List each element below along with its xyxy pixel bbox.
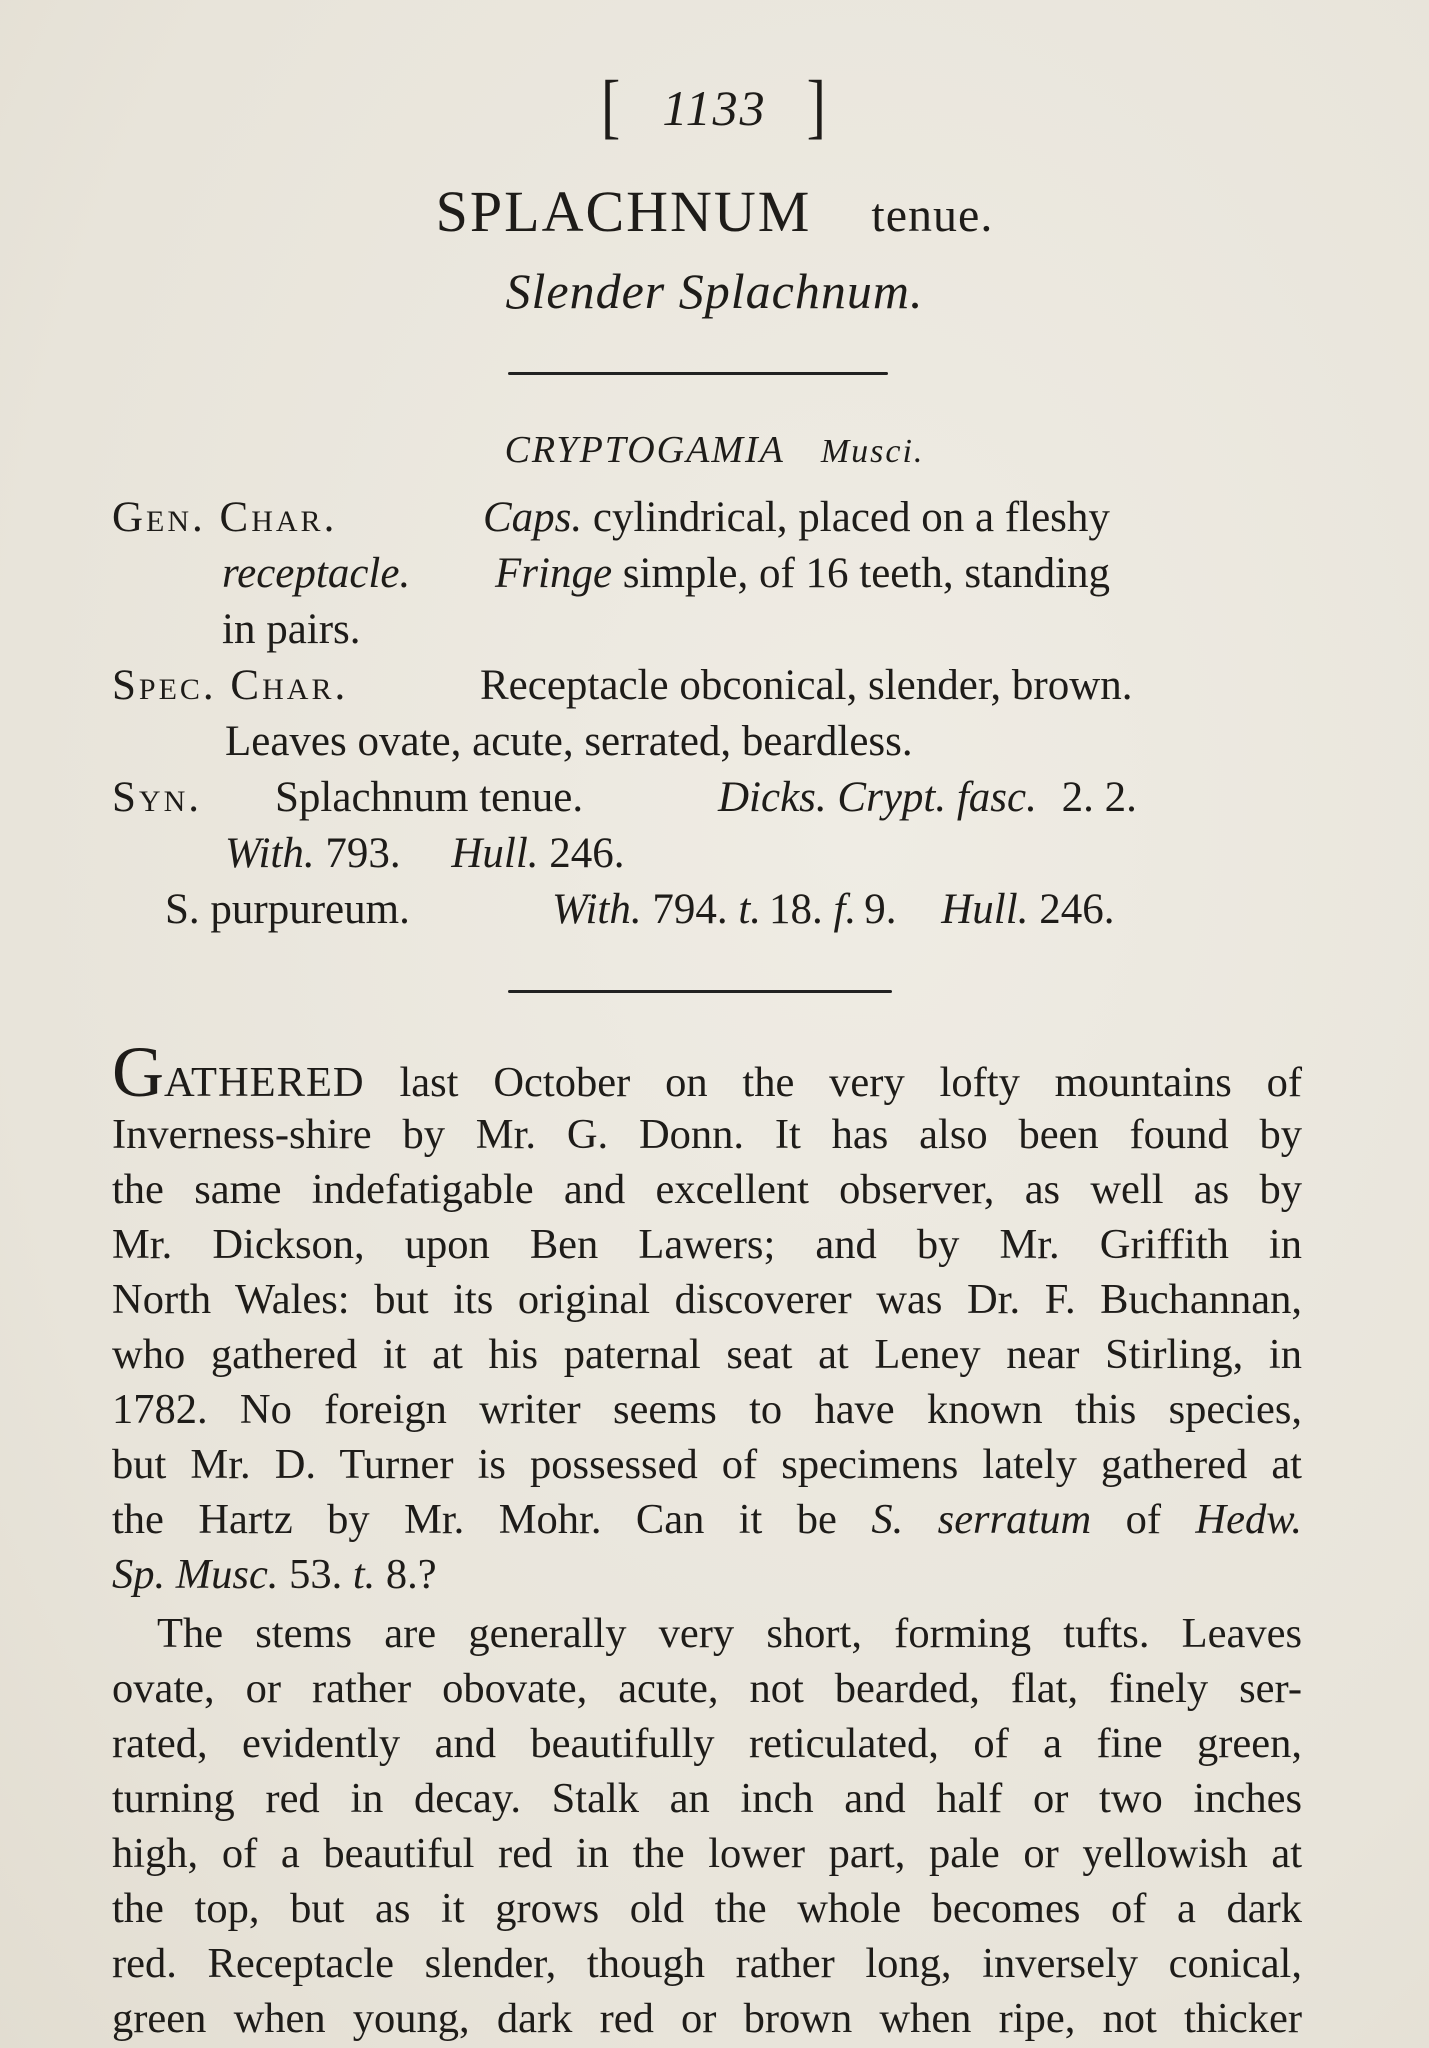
syn-line-1-text (275, 770, 583, 826)
syn3-with: With. (552, 886, 642, 933)
syn-line-3-ref (552, 882, 1114, 938)
line-text: 8.? (385, 1551, 437, 1598)
paragraph-line (112, 1492, 1302, 1547)
paragraph-line: green when young, dark red or brown when ripe, not thicker (112, 1995, 1302, 2042)
paragraph-line: the top, but as it grows old the whole becomes of a dark (112, 1885, 1302, 1932)
paragraph-line: turning red in decay. Stalk an inch and half or two inches (112, 1775, 1302, 1822)
paragraph-line: but Mr. D. Turner is possessed of specimens lately gathered at (112, 1441, 1302, 1488)
syn3-hull-num: 246. (1039, 886, 1115, 933)
gen-char-line-1-text (483, 490, 1110, 546)
syn-name: Splachnum tenue. (275, 774, 584, 821)
gen-char-label: Gen. Char. (112, 494, 338, 541)
gen-char-text-1: cylindrical, placed on a fleshy (592, 494, 1110, 541)
paragraph-line: high, of a beautiful red in the lower part, pale or yellowish at (112, 1830, 1302, 1877)
gen-char-line-3: in pairs. (222, 606, 361, 653)
gen-char-line-1 (112, 490, 337, 546)
description-paragraph-1 (112, 1032, 1303, 1602)
syn-ref-dicks-num: 2. 2. (1061, 774, 1137, 821)
line-text: last October on the very lofty mountains of (399, 1059, 1302, 1106)
paragraph-line: who gathered it at his paternal seat at Leney near Stirling, in (112, 1331, 1302, 1378)
paragraph-line (112, 1547, 1302, 1602)
bracket-close: ] (806, 64, 828, 147)
opening-caps: ATHERED (164, 1059, 365, 1106)
gen-char-text-2: simple, of 16 teeth, standing (622, 550, 1111, 597)
line-text: of (1125, 1496, 1161, 1543)
gen-char-line-2-text (495, 546, 1110, 602)
species-epithet: tenue. (871, 189, 994, 242)
paragraph-line: Inverness-shire by Mr. G. Donn. It has also been found by (112, 1111, 1302, 1158)
spec-char-text-1: Receptacle obconical, slender, brown. (480, 662, 1133, 709)
syn-ref-with: With. (225, 830, 315, 877)
bracket-open: [ (601, 64, 623, 147)
gen-char-fringe: Fringe (495, 550, 613, 597)
work-ref: Sp. Musc. (112, 1551, 279, 1598)
syn3-with-num: 794. (652, 886, 728, 933)
syn-line-2 (225, 826, 625, 882)
paragraph-line: rated, evidently and beautifully reticulated, of a fine green, (112, 1720, 1302, 1767)
author-ref: Hedw. (1195, 1496, 1303, 1543)
character-block (0, 0, 1429, 960)
line-text: t. (352, 1551, 376, 1598)
syn3-f-num: 9. (864, 886, 897, 933)
line-text: the Hartz by Mr. Mohr. Can it be (112, 1496, 837, 1543)
syn3-f: f. (833, 886, 857, 933)
syn-ref-dicks: Dicks. Crypt. fasc. (718, 774, 1037, 821)
paragraph-line: the same indefatigable and excellent observer, as well as by (112, 1166, 1302, 1213)
syn3-hull: Hull. (941, 886, 1029, 933)
paragraph-line: The stems are generally very short, forming tufts. Leaves (157, 1610, 1302, 1657)
syn-line-3 (165, 882, 410, 938)
syn3-t-num: 18. (769, 886, 823, 933)
paragraph-line: ovate, or rather obovate, acute, not bearded, flat, finely ser- (112, 1665, 1302, 1712)
species-ref: S. serratum (871, 1496, 1092, 1543)
spec-char-text-2: Leaves ovate, acute, serrated, beardless. (225, 718, 913, 765)
syn-ref-hull: Hull. (451, 830, 539, 877)
line-text: 53. (289, 1551, 343, 1598)
gen-char-receptacle: receptacle. (222, 550, 411, 597)
genus-name: SPLACHNUM (435, 179, 812, 244)
syn-label: Syn. (112, 774, 202, 821)
syn-ref-with-num: 793. (325, 830, 401, 877)
paragraph-line: North Wales: but its original discoverer was Dr. F. Buchannan, (112, 1276, 1302, 1323)
divider-rule (508, 990, 892, 993)
drop-cap: G (112, 1032, 164, 1112)
page-number-value: 1133 (662, 80, 767, 136)
paragraph-line (112, 1032, 1302, 1112)
syn-purpureum: S. purpureum. (165, 886, 410, 933)
description-paragraph-2 (112, 1606, 1302, 2046)
ordo-name: Musci. (820, 433, 925, 470)
spec-char-label: Spec. Char. (112, 662, 349, 709)
syn-line-1 (112, 770, 202, 826)
common-name: Slender Splachnum. (505, 263, 924, 319)
syn-ref-hull-num: 246. (549, 830, 625, 877)
paragraph-line: Mr. Dickson, upon Ben Lawers; and by Mr. Griffith in (112, 1221, 1302, 1268)
spec-char-line-1 (112, 658, 348, 714)
paragraph-line: red. Receptacle slender, though rather long, inversely conical, (112, 1940, 1302, 1987)
syn3-t: t. (738, 886, 762, 933)
gen-char-caps: Caps. (483, 494, 583, 541)
classis-name: CRYPTOGAMIA (504, 429, 785, 471)
syn-line-1-ref (718, 770, 1137, 826)
gen-char-line-2 (222, 546, 410, 602)
paragraph-line: 1782. No foreign writer seems to have known this species, (112, 1386, 1302, 1433)
